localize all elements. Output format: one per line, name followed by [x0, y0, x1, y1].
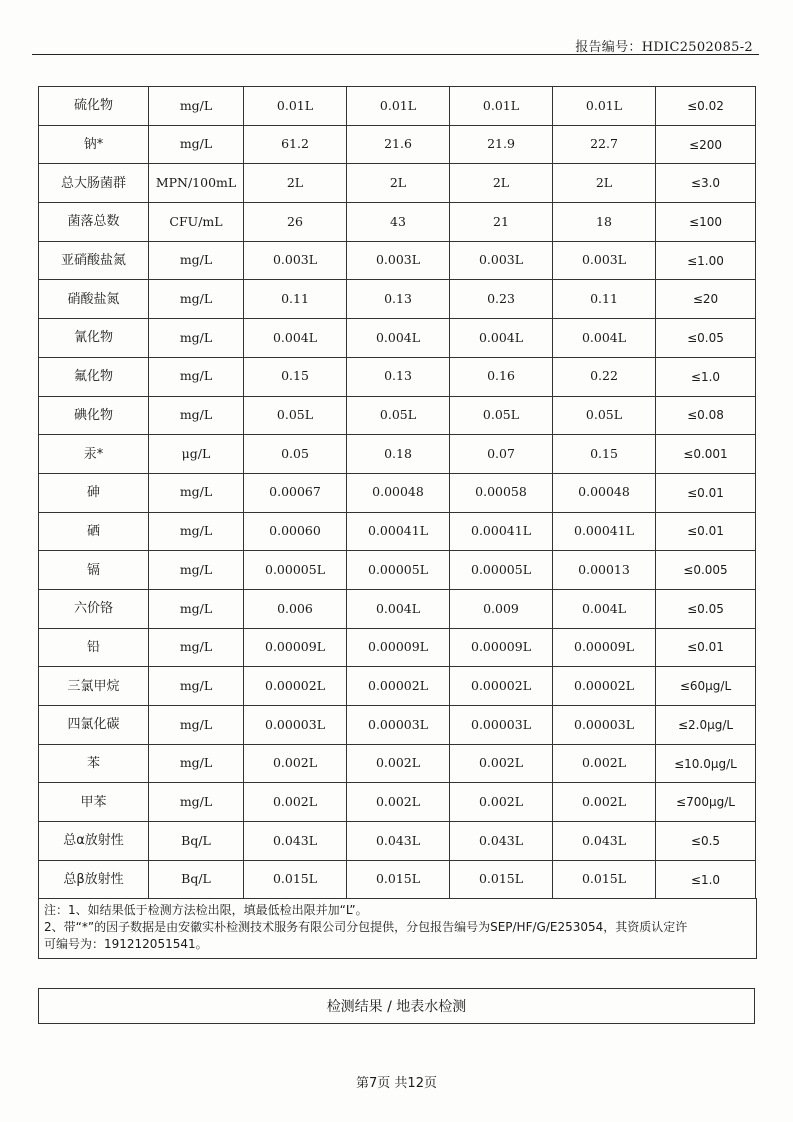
unit-cell: mg/L — [149, 783, 244, 822]
parameter-cell: 总α放射性 — [39, 822, 149, 861]
unit-cell: mg/L — [149, 667, 244, 706]
result-cell-2: 0.13 — [347, 357, 450, 396]
result-cell-1: 0.01L — [244, 87, 347, 126]
result-cell-1: 0.00002L — [244, 667, 347, 706]
result-cell-3: 0.002L — [450, 744, 553, 783]
table-row — [39, 551, 756, 590]
note-line-1: 注：1、如结果低于检测方法检出限，填最低检出限并加“L”。 — [44, 903, 368, 917]
unit-cell: mg/L — [149, 589, 244, 628]
unit-cell: CFU/mL — [149, 203, 244, 242]
parameter-cell: 碘化物 — [39, 396, 149, 435]
result-cell-1: 0.00003L — [244, 706, 347, 745]
unit-cell: mg/L — [149, 628, 244, 667]
table-row — [39, 435, 756, 474]
table-row — [39, 280, 756, 319]
page-number: 第7页 共12页 — [356, 1076, 437, 1091]
parameter-cell: 硫化物 — [39, 87, 149, 126]
parameter-cell: 甲苯 — [39, 783, 149, 822]
result-cell-4: 0.002L — [553, 783, 656, 822]
limit-cell: ≤0.01 — [656, 512, 756, 551]
note-line-3: 可编号为：191212051541。 — [44, 937, 208, 951]
result-cell-2: 0.004L — [347, 319, 450, 358]
result-cell-1: 2L — [244, 164, 347, 203]
result-cell-3: 0.00005L — [450, 551, 553, 590]
table-row — [39, 87, 756, 126]
limit-cell: ≤0.08 — [656, 396, 756, 435]
result-cell-3: 0.015L — [450, 860, 553, 899]
limit-cell: ≤0.01 — [656, 473, 756, 512]
unit-cell: mg/L — [149, 319, 244, 358]
limit-cell: ≤10.0μg/L — [656, 744, 756, 783]
result-cell-4: 0.15 — [553, 435, 656, 474]
result-cell-1: 0.002L — [244, 744, 347, 783]
result-cell-4: 0.00041L — [553, 512, 656, 551]
result-cell-3: 0.07 — [450, 435, 553, 474]
result-cell-2: 0.00002L — [347, 667, 450, 706]
report-number: 报告编号：HDIC2502085-2 — [575, 40, 753, 55]
unit-cell: mg/L — [149, 241, 244, 280]
result-cell-4: 0.015L — [553, 860, 656, 899]
result-cell-3: 0.16 — [450, 357, 553, 396]
limit-cell: ≤700μg/L — [656, 783, 756, 822]
parameter-cell: 四氯化碳 — [39, 706, 149, 745]
unit-cell: mg/L — [149, 87, 244, 126]
result-cell-3: 0.00003L — [450, 706, 553, 745]
result-cell-2: 0.00005L — [347, 551, 450, 590]
table-row — [39, 164, 756, 203]
result-cell-2: 0.003L — [347, 241, 450, 280]
result-cell-2: 0.00009L — [347, 628, 450, 667]
result-cell-1: 0.05 — [244, 435, 347, 474]
result-cell-4: 0.01L — [553, 87, 656, 126]
result-cell-4: 0.00013 — [553, 551, 656, 590]
limit-cell: ≤200 — [656, 125, 756, 164]
result-cell-3: 0.009 — [450, 589, 553, 628]
table-row — [39, 628, 756, 667]
table-row — [39, 822, 756, 861]
result-cell-2: 43 — [347, 203, 450, 242]
result-cell-1: 0.00005L — [244, 551, 347, 590]
table-row — [39, 589, 756, 628]
table-row — [39, 396, 756, 435]
limit-cell: ≤1.0 — [656, 357, 756, 396]
result-cell-4: 0.043L — [553, 822, 656, 861]
result-cell-3: 0.00041L — [450, 512, 553, 551]
table-row — [39, 860, 756, 899]
unit-cell: MPN/100mL — [149, 164, 244, 203]
unit-cell: mg/L — [149, 357, 244, 396]
header-rule — [32, 54, 759, 55]
unit-cell: Bq/L — [149, 860, 244, 899]
table-row — [39, 319, 756, 358]
result-cell-4: 22.7 — [553, 125, 656, 164]
table-row — [39, 241, 756, 280]
result-cell-1: 0.043L — [244, 822, 347, 861]
result-cell-2: 2L — [347, 164, 450, 203]
parameter-cell: 苯 — [39, 744, 149, 783]
parameter-cell: 铅 — [39, 628, 149, 667]
limit-cell: ≤1.00 — [656, 241, 756, 280]
result-cell-3: 0.043L — [450, 822, 553, 861]
parameter-cell: 六价铬 — [39, 589, 149, 628]
result-cell-2: 0.00003L — [347, 706, 450, 745]
result-cell-4: 0.002L — [553, 744, 656, 783]
parameter-cell: 总β放射性 — [39, 860, 149, 899]
limit-cell: ≤0.05 — [656, 589, 756, 628]
unit-cell: mg/L — [149, 551, 244, 590]
table-row — [39, 667, 756, 706]
result-cell-4: 18 — [553, 203, 656, 242]
parameter-cell: 硝酸盐氮 — [39, 280, 149, 319]
result-cell-3: 0.00002L — [450, 667, 553, 706]
unit-cell: mg/L — [149, 396, 244, 435]
parameter-cell: 氟化物 — [39, 357, 149, 396]
result-cell-2: 0.00041L — [347, 512, 450, 551]
limit-cell: ≤0.05 — [656, 319, 756, 358]
result-cell-3: 0.004L — [450, 319, 553, 358]
limit-cell: ≤2.0μg/L — [656, 706, 756, 745]
result-cell-3: 0.003L — [450, 241, 553, 280]
result-cell-4: 0.00002L — [553, 667, 656, 706]
result-cell-2: 0.00048 — [347, 473, 450, 512]
table-row — [39, 473, 756, 512]
parameter-cell: 钠* — [39, 125, 149, 164]
table-row — [39, 744, 756, 783]
result-cell-1: 0.003L — [244, 241, 347, 280]
parameter-cell: 三氯甲烷 — [39, 667, 149, 706]
result-cell-1: 0.004L — [244, 319, 347, 358]
limit-cell: ≤1.0 — [656, 860, 756, 899]
result-cell-3: 0.01L — [450, 87, 553, 126]
result-cell-2: 0.004L — [347, 589, 450, 628]
result-cell-1: 0.00060 — [244, 512, 347, 551]
unit-cell: mg/L — [149, 512, 244, 551]
limit-cell: ≤0.005 — [656, 551, 756, 590]
unit-cell: mg/L — [149, 744, 244, 783]
result-cell-3: 0.002L — [450, 783, 553, 822]
table-row — [39, 706, 756, 745]
result-cell-4: 0.004L — [553, 319, 656, 358]
limit-cell: ≤0.5 — [656, 822, 756, 861]
table-row — [39, 125, 756, 164]
parameter-cell: 亚硝酸盐氮 — [39, 241, 149, 280]
result-cell-1: 26 — [244, 203, 347, 242]
results-table-body — [39, 87, 756, 899]
unit-cell: mg/L — [149, 125, 244, 164]
limit-cell: ≤60μg/L — [656, 667, 756, 706]
notes-box — [38, 898, 757, 959]
result-cell-1: 0.015L — [244, 860, 347, 899]
result-cell-2: 0.002L — [347, 783, 450, 822]
unit-cell: mg/L — [149, 280, 244, 319]
result-cell-2: 0.002L — [347, 744, 450, 783]
table-row — [39, 783, 756, 822]
limit-cell: ≤20 — [656, 280, 756, 319]
result-cell-4: 0.22 — [553, 357, 656, 396]
result-cell-4: 0.004L — [553, 589, 656, 628]
parameter-cell: 菌落总数 — [39, 203, 149, 242]
parameter-cell: 砷 — [39, 473, 149, 512]
result-cell-1: 0.006 — [244, 589, 347, 628]
result-cell-4: 0.003L — [553, 241, 656, 280]
result-cell-3: 0.00009L — [450, 628, 553, 667]
table-row — [39, 357, 756, 396]
result-cell-4: 0.00009L — [553, 628, 656, 667]
result-cell-4: 0.00003L — [553, 706, 656, 745]
unit-cell: mg/L — [149, 706, 244, 745]
parameter-cell: 镉 — [39, 551, 149, 590]
limit-cell: ≤3.0 — [656, 164, 756, 203]
result-cell-3: 21 — [450, 203, 553, 242]
parameter-cell: 氰化物 — [39, 319, 149, 358]
result-cell-1: 0.00067 — [244, 473, 347, 512]
unit-cell: Bq/L — [149, 822, 244, 861]
limit-cell: ≤0.02 — [656, 87, 756, 126]
unit-cell: mg/L — [149, 473, 244, 512]
result-cell-4: 0.00048 — [553, 473, 656, 512]
parameter-cell: 总大肠菌群 — [39, 164, 149, 203]
result-cell-1: 0.002L — [244, 783, 347, 822]
result-cell-3: 0.05L — [450, 396, 553, 435]
result-cell-2: 0.015L — [347, 860, 450, 899]
result-cell-4: 2L — [553, 164, 656, 203]
result-cell-3: 21.9 — [450, 125, 553, 164]
unit-cell: μg/L — [149, 435, 244, 474]
result-cell-2: 21.6 — [347, 125, 450, 164]
result-cell-2: 0.05L — [347, 396, 450, 435]
result-cell-1: 0.00009L — [244, 628, 347, 667]
result-cell-2: 0.043L — [347, 822, 450, 861]
limit-cell: ≤0.01 — [656, 628, 756, 667]
result-cell-2: 0.01L — [347, 87, 450, 126]
parameter-cell: 汞* — [39, 435, 149, 474]
result-cell-3: 0.23 — [450, 280, 553, 319]
result-cell-2: 0.18 — [347, 435, 450, 474]
table-row — [39, 203, 756, 242]
result-cell-3: 2L — [450, 164, 553, 203]
limit-cell: ≤0.001 — [656, 435, 756, 474]
table-row — [39, 512, 756, 551]
result-cell-1: 0.11 — [244, 280, 347, 319]
results-table — [38, 86, 756, 899]
result-cell-4: 0.11 — [553, 280, 656, 319]
section-title: 检测结果 / 地表水检测 — [38, 988, 755, 1024]
limit-cell: ≤100 — [656, 203, 756, 242]
parameter-cell: 硒 — [39, 512, 149, 551]
result-cell-1: 0.05L — [244, 396, 347, 435]
result-cell-3: 0.00058 — [450, 473, 553, 512]
result-cell-2: 0.13 — [347, 280, 450, 319]
result-cell-1: 61.2 — [244, 125, 347, 164]
note-line-2: 2、带“*”的因子数据是由安徽实朴检测技术服务有限公司分包提供，分包报告编号为SEP/HF/G/E253054，其资质认定许 — [44, 920, 688, 934]
result-cell-4: 0.05L — [553, 396, 656, 435]
result-cell-1: 0.15 — [244, 357, 347, 396]
